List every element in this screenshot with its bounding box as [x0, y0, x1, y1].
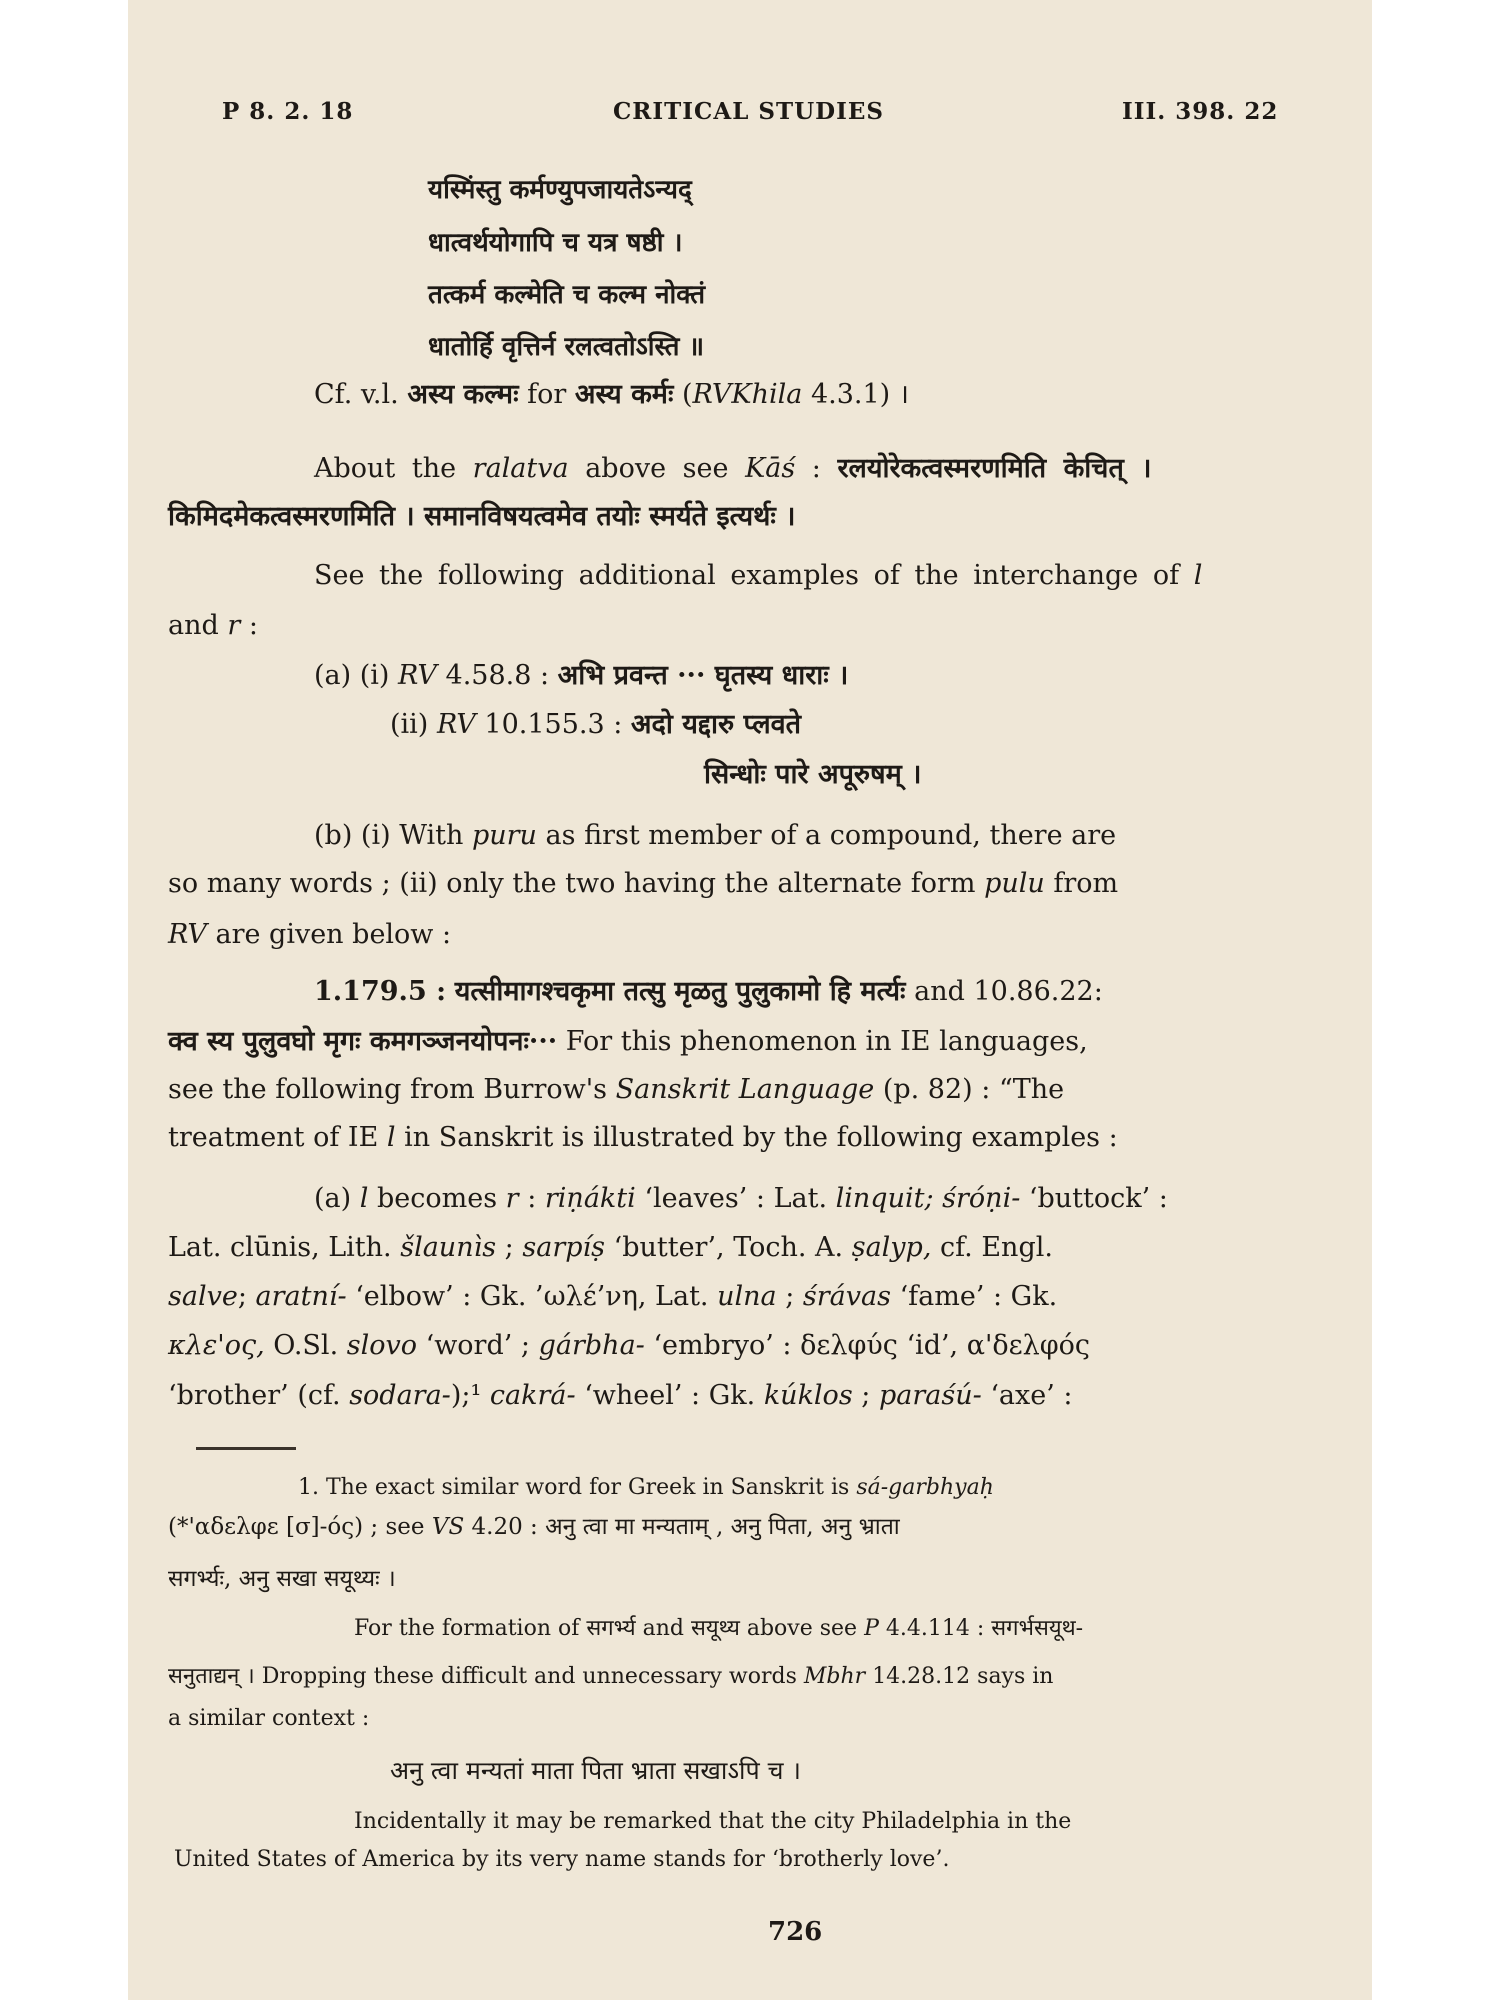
burrow-line-3: salve; aratní- ‘elbow’ : Gk. ’ωλέ’νη, Lat. ulna ; śrávas ‘fame’ : Gk.: [168, 1281, 1058, 1312]
footnote-line-9: United States of America by its very name stands for ‘brotherly love’.: [174, 1847, 950, 1872]
quote-line-1: 1.179.5 : यत्सीमागश्चकृमा तत्सु मृळतु पुलुकामो हि मर्त्यः and 10.86.22:: [314, 976, 1103, 1007]
example-b-line-2: so many words ; (ii) only the two having the alternate form pulu from: [168, 868, 1119, 899]
verse-line-4: धातोर्हि वृत्तिर्न रलत्वतोऽस्ति ॥: [428, 332, 705, 362]
header-center: CRITICAL STUDIES: [613, 98, 885, 125]
burrow-line-4: κλε'ος, O.Sl. slovo ‘word’ ; gárbha- ‘embryo’ : δελφύς ‘id’, α'δελφός: [168, 1330, 1091, 1361]
cf-line: Cf. v.l. अस्य कल्मः for अस्य कर्मः (RVKhila 4.3.1) ।: [314, 379, 909, 410]
example-a-i: (a) (i) RV 4.58.8 : अभि प्रवन्त ··· घृतस्य धाराः ।: [314, 660, 849, 691]
verse-line-1: यस्मिंस्तु कर्मण्युपजायतेऽन्यद्: [428, 175, 692, 205]
verse-line-2: धात्वर्थयोगापि च यत्र षष्ठी ।: [428, 228, 683, 258]
book-page: [128, 0, 1372, 2000]
example-a-ii-cont: सिन्धोः पारे अपूरुषम् ।: [704, 759, 922, 790]
burrow-line-1: (a) l becomes r : riṇákti ‘leaves’ : Lat. linquit; śróṇi- ‘buttock’ :: [314, 1183, 1168, 1214]
footnote-line-8: Incidentally it may be remarked that the city Philadelphia in the: [354, 1809, 1072, 1834]
header-left: P 8. 2. 18: [222, 98, 354, 125]
header-right: III. 398. 22: [1122, 98, 1279, 125]
burrow-line-2: Lat. clūnis, Lith. šlaunìs ; sarpíṣ ‘butter’, Toch. A. ṣalyp, cf. Engl.: [168, 1232, 1053, 1263]
quote-line-4: treatment of IE l in Sanskrit is illustrated by the following examples :: [168, 1122, 1118, 1153]
footnote-rule: [196, 1447, 296, 1450]
footnote-line-5: सनुताद्यन् । Dropping these difficult and unnecessary words Mbhr 14.28.12 says in: [168, 1664, 1054, 1689]
footnote-line-6: a similar context :: [168, 1706, 370, 1731]
footnote-line-4: For the formation of सगर्भ्य and सयूथ्य above see P 4.4.114 : सगर्भसयूथ-: [354, 1616, 1084, 1641]
page-number: 726: [768, 1917, 823, 1947]
burrow-line-5: ‘brother’ (cf. sodara-);¹ cakrá- ‘wheel’ : Gk. kúklos ; paraśú- ‘axe’ :: [168, 1380, 1073, 1411]
footnote-line-1: 1. The exact similar word for Greek in Sanskrit is sá-garbhyaḥ: [298, 1475, 994, 1500]
about-line-2: किमिदमेकत्वस्मरणमिति । समानविषयत्वमेव तयोः स्मर्यते इत्यर्थः ।: [168, 501, 796, 532]
quote-line-3: see the following from Burrow's Sanskrit Language (p. 82) : “The: [168, 1074, 1065, 1105]
footnote-line-7: अनु त्वा मन्यतां माता पिता भ्राता सखाऽपि च ।: [390, 1756, 801, 1785]
example-b-line-3: RV are given below :: [168, 919, 452, 950]
footnote-line-3: सगर्भ्यः, अनु सखा सयूथ्यः ।: [168, 1566, 396, 1592]
see-line-1: See the following additional examples of the interchange of l: [314, 560, 1203, 591]
footnote-line-2: (*'αδελφε [σ]-ός) ; see VS 4.20 : अनु त्वा मा मन्यताम् , अनु पिता, अनु भ्राता: [168, 1514, 900, 1540]
about-line-1: About the ralatva above see Kāś : रलयोरेकत्वस्मरणमिति केचित् ।: [314, 453, 1152, 484]
verse-line-3: तत्कर्म कल्मेति च कल्म नोक्तं: [428, 280, 706, 310]
example-a-ii: (ii) RV 10.155.3 : अदो यद्दारु प्लवते: [390, 709, 802, 740]
quote-line-2: क्व स्य पुलुवघो मृगः कमगञ्जनयोपनः··· For this phenomenon in IE languages,: [168, 1026, 1088, 1057]
see-line-2: and r :: [168, 610, 258, 641]
example-b-line-1: (b) (i) With puru as first member of a compound, there are: [314, 820, 1117, 851]
